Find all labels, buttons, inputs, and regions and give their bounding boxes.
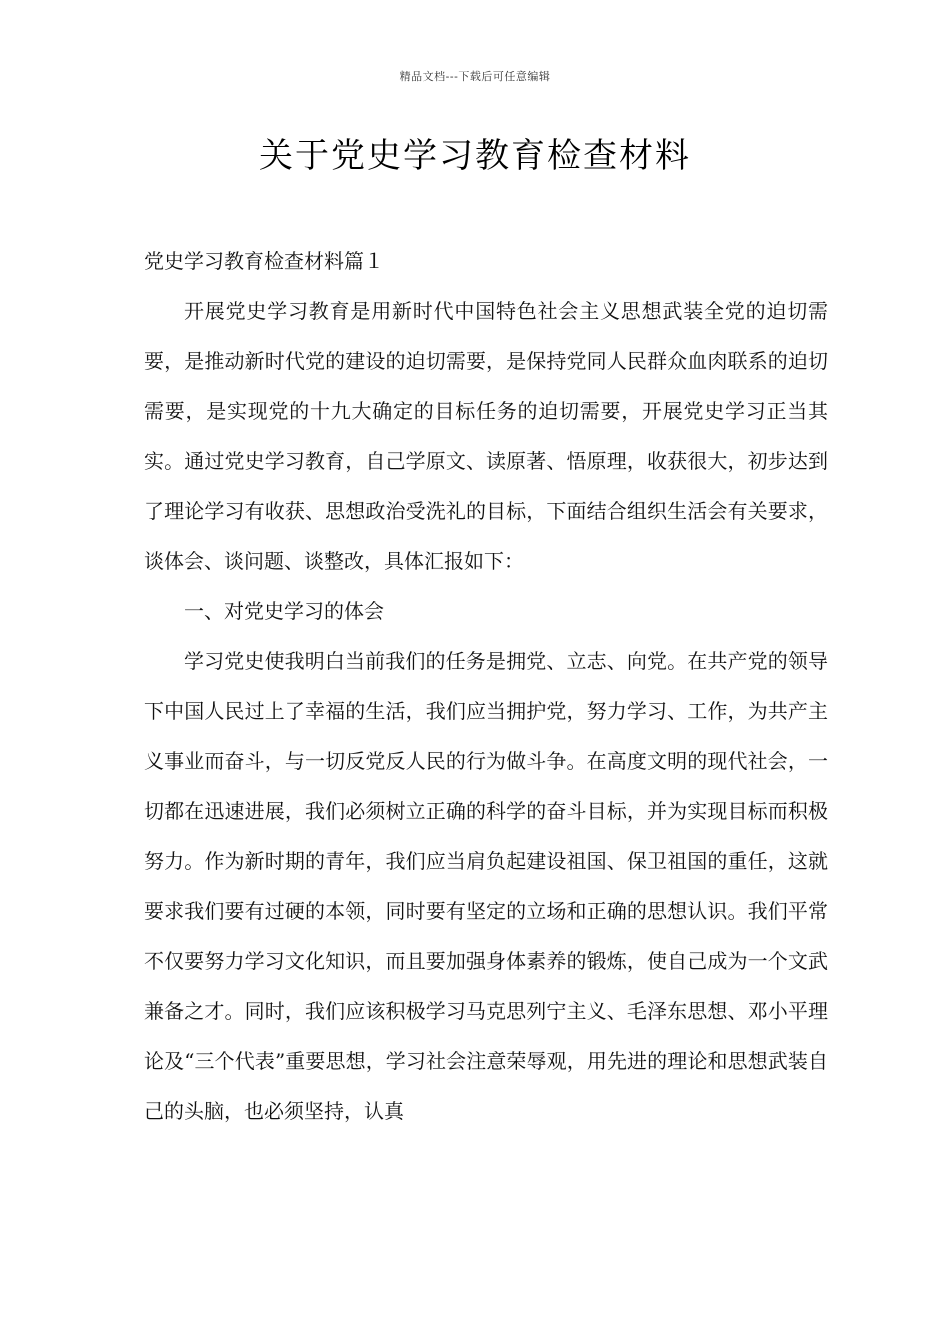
- section-heading: 党史学习教育检查材料篇１: [144, 249, 384, 273]
- paragraph-intro: 开展党史学习教育是用新时代中国特色社会主义思想武装全党的迫切需要，是推动新时代党的建设的迫切需要，是保持党同人民群众血肉联系的迫切需要，是实现党的十九大确定的目标任务的迫切需要，开展党史学习正当其实。通过党史学习教育，自己学原文、读原著、悟原理，收获很大，初步达到了理论学习有收获、思想政治受洗礼的目标，下面结合组织生活会有关要求，谈体会、谈问题、谈整改，具体汇报如下：: [144, 299, 828, 573]
- subheading-reflection: 一、对党史学习的体会: [184, 599, 384, 623]
- document-title: 关于党史学习教育检查材料: [259, 136, 691, 176]
- paragraph-reflection: 学习党史使我明白当前我们的任务是拥党、立志、向党。在共产党的领导下中国人民过上了幸福的生活，我们应当拥护党，努力学习、工作，为共产主义事业而奋斗，与一切反党反人民的行为做斗争。在高度文明的现代社会，一切都在迅速进展，我们必须树立正确的科学的奋斗目标，并为实现目标而积极努力。作为新时期的青年，我们应当肩负起建设祖国、保卫祖国的重任，这就要求我们要有过硬的本领，同时要有坚定的立场和正确的思想认识。我们平常不仅要努力学习文化知识，而且要加强身体素养的锻炼，使自己成为一个文武兼备之才。同时，我们应该积极学习马克思列宁主义、毛泽东思想、邓小平理论及“三个代表”重要思想，学习社会注意荣辱观，用先进的理论和思想武装自己的头脑，也必须坚持，认真: [144, 649, 828, 1123]
- header-note: 精品文档---下载后可任意编辑: [399, 70, 551, 83]
- document-body: [144, 236, 828, 1136]
